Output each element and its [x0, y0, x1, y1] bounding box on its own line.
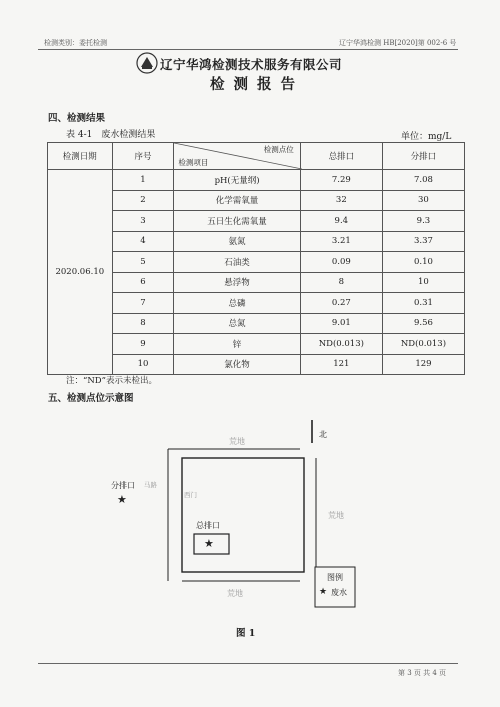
row-main-value: ND(0.013) — [300, 334, 382, 355]
row-main-value: 8 — [300, 272, 382, 293]
row-item: 总磷 — [174, 293, 300, 314]
wasteland-bottom-label: 荒地 — [227, 589, 243, 598]
row-branch-value: 30 — [382, 190, 464, 211]
row-branch-value: 129 — [382, 354, 464, 375]
row-item: 石油类 — [174, 252, 300, 273]
row-branch-value: 9.56 — [382, 313, 464, 334]
header-report-number: 辽宁华鸿检测 HB[2020]第 002-6 号 — [339, 39, 457, 47]
row-no: 10 — [112, 354, 174, 375]
page-number: 第 3 页 共 4 页 — [398, 669, 447, 677]
row-main-value: 9.4 — [300, 211, 382, 232]
table-note: 注：“ND”表示未检出。 — [66, 376, 157, 386]
sampling-date: 2020.06.10 — [48, 170, 113, 375]
table-row — [48, 170, 465, 191]
unit-label: 单位：mg/L — [401, 132, 452, 142]
header-main-outlet: 总排口 — [300, 143, 382, 170]
row-main-value: 9.01 — [300, 313, 382, 334]
wasteland-top-label: 荒地 — [229, 437, 245, 446]
row-branch-value: 3.37 — [382, 231, 464, 252]
row-item: 氨氮 — [174, 231, 300, 252]
row-branch-value: ND(0.013) — [382, 334, 464, 355]
row-no: 4 — [112, 231, 174, 252]
row-item: 悬浮物 — [174, 272, 300, 293]
figure-caption: 图 1 — [236, 628, 256, 639]
row-main-value: 32 — [300, 190, 382, 211]
header-point: 检测点位 — [263, 145, 294, 154]
west-gate-label: 西门 — [184, 491, 197, 499]
legend-title: 图例 — [327, 573, 343, 582]
row-item: 五日生化需氧量 — [174, 211, 300, 232]
header-item: 检测项目 — [178, 158, 209, 167]
main-outlet-label: 总排口 — [196, 521, 220, 530]
wastewater-results-table — [47, 142, 465, 375]
row-branch-value: 10 — [382, 272, 464, 293]
road-label: 马路 — [144, 481, 157, 489]
wasteland-right-label: 荒地 — [328, 511, 344, 520]
branch-outlet-label: 分排口 — [111, 481, 135, 490]
row-branch-value: 0.10 — [382, 252, 464, 273]
header-diagonal-cell — [174, 143, 300, 170]
row-no: 9 — [112, 334, 174, 355]
company-name: 辽宁华鸿检测技术服务有限公司 — [160, 57, 343, 72]
header-report-category: 检测类别：委托检测 — [44, 39, 107, 47]
table-header-row — [48, 143, 465, 170]
row-no: 8 — [112, 313, 174, 334]
row-main-value: 121 — [300, 354, 382, 375]
row-no: 6 — [112, 272, 174, 293]
legend-star-icon: ★ — [319, 587, 328, 597]
row-item: 锌 — [174, 334, 300, 355]
header-no: 序号 — [112, 143, 174, 170]
main-outlet-star-icon: ★ — [204, 537, 214, 550]
row-branch-value: 7.08 — [382, 170, 464, 191]
section-5-title: 五、检测点位示意图 — [48, 393, 134, 404]
row-branch-value: 9.3 — [382, 211, 464, 232]
footer-rule — [38, 663, 458, 664]
row-main-value: 0.27 — [300, 293, 382, 314]
row-main-value: 0.09 — [300, 252, 382, 273]
row-no: 5 — [112, 252, 174, 273]
row-item: 化学需氧量 — [174, 190, 300, 211]
row-no: 7 — [112, 293, 174, 314]
row-no: 1 — [112, 170, 174, 191]
header-branch-outlet: 分排口 — [382, 143, 464, 170]
company-logo-icon — [136, 52, 158, 74]
row-item: 氯化物 — [174, 354, 300, 375]
report-title: 检测报告 — [210, 76, 304, 93]
legend-wastewater-label: 废水 — [331, 588, 347, 597]
row-item: 总氮 — [174, 313, 300, 334]
row-branch-value: 0.31 — [382, 293, 464, 314]
north-label: 北 — [319, 430, 327, 439]
row-item: pH(无量纲) — [174, 170, 300, 191]
row-no: 2 — [112, 190, 174, 211]
header-rule — [38, 49, 458, 50]
branch-outlet-star-icon: ★ — [117, 493, 127, 506]
section-4-title: 四、检测结果 — [48, 113, 106, 124]
table-caption: 表 4-1 废水检测结果 — [66, 130, 156, 140]
row-main-value: 3.21 — [300, 231, 382, 252]
row-main-value: 7.29 — [300, 170, 382, 191]
row-no: 3 — [112, 211, 174, 232]
header-date: 检测日期 — [48, 143, 113, 170]
